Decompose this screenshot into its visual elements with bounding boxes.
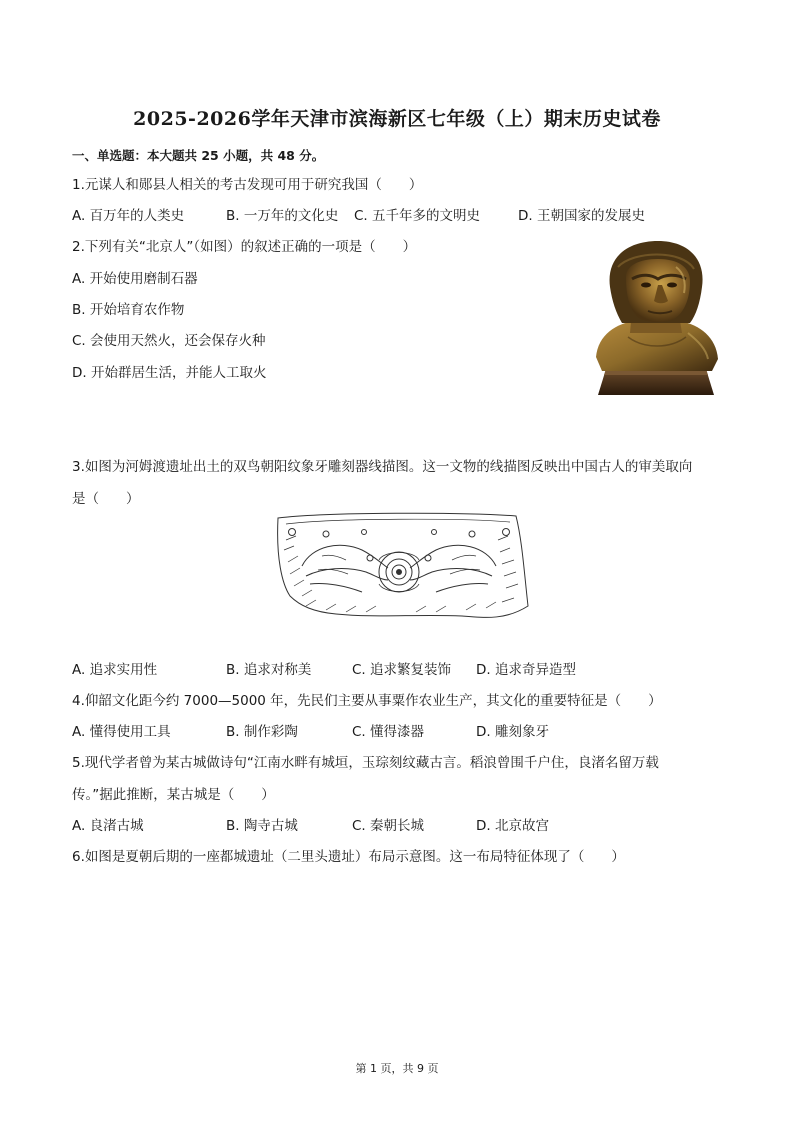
option-b: B. 陶寺古城	[226, 818, 298, 834]
option-d: D. 雕刻象牙	[476, 724, 549, 740]
question-1-stem: 1.元谋人和郧县人相关的考古发现可用于研究我国（ ）	[72, 177, 423, 193]
question-3-options	[72, 661, 722, 679]
question-6-stem: 6.如图是夏朝后期的一座都城遗址（二里头遗址）布局示意图。这一布局特征体现了（ ）	[72, 849, 625, 865]
option-a: A. 追求实用性	[72, 662, 158, 678]
question-2-option-b: B. 开始培育农作物	[72, 302, 185, 318]
question-3-stem-line-1: 3.如图为河姆渡遗址出土的双鸟朝阳纹象牙雕刻器线描图。这一文物的线描图反映出中国古人的审美取向	[72, 459, 693, 475]
option-b: B. 一万年的文化史	[226, 208, 339, 224]
option-a: A. 百万年的人类史	[72, 208, 185, 224]
question-2-stem: 2.下列有关“北京人”（如图）的叙述正确的一项是（ ）	[72, 239, 417, 255]
question-3-stem-line-2: 是（ ）	[72, 491, 140, 507]
section-heading: 一、单选题：本大题共 25 小题，共 48 分。	[72, 148, 325, 163]
option-c: C. 追求繁复装饰	[352, 662, 452, 678]
question-4-options	[72, 723, 722, 741]
option-b: B. 制作彩陶	[226, 724, 298, 740]
question-2-option-a: A. 开始使用磨制石器	[72, 271, 198, 287]
option-a: A. 懂得使用工具	[72, 724, 171, 740]
option-d: D. 追求奇异造型	[476, 662, 576, 678]
option-c: C. 五千年多的文明史	[354, 208, 481, 224]
option-a: A. 良渚古城	[72, 818, 144, 834]
page-footer: 第 1 页，共 9 页	[355, 1062, 439, 1075]
question-1-options	[72, 207, 722, 225]
question-2-option-c: C. 会使用天然火，还会保存火种	[72, 333, 266, 349]
question-4-stem: 4.仰韶文化距今约 7000—5000 年，先民们主要从事粟作农业生产，其文化的重要特征是（ ）	[72, 693, 662, 709]
peking-man-bust-image	[588, 237, 722, 397]
exam-title: 2025-2026学年天津市滨海新区七年级（上）期末历史试卷	[133, 108, 661, 130]
option-c: C. 秦朝长城	[352, 818, 425, 834]
option-b: B. 追求对称美	[226, 662, 312, 678]
question-5-options	[72, 817, 722, 835]
question-5-stem-line-2: 传。”据此推断，某古城是（ ）	[72, 787, 275, 803]
question-2-option-d: D. 开始群居生活，并能人工取火	[72, 365, 267, 381]
question-5-stem-line-1: 5.现代学者曾为某古城做诗句“江南水畔有城垣，玉琮刻纹藏古言。稻浪曾围千户住，良渚名留万载	[72, 755, 659, 771]
option-c: C. 懂得漆器	[352, 724, 425, 740]
double-bird-sun-ivory-carving-image	[266, 510, 532, 625]
option-d: D. 王朝国家的发展史	[518, 208, 645, 224]
option-d: D. 北京故宫	[476, 818, 549, 834]
